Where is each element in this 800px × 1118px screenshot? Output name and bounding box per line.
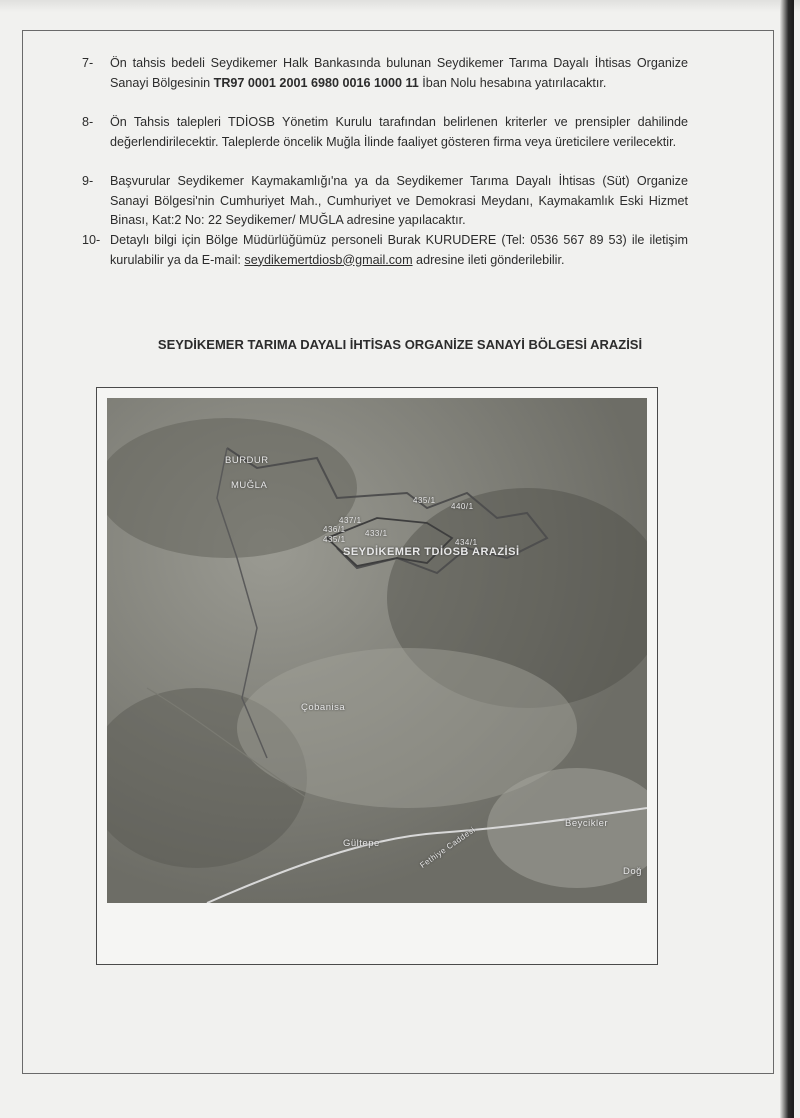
scan-top-edge [0,0,800,12]
item-text: Başvurular Seydikemer Kaymakamlığı'na ya da Seydikemer Tarıma Dayalı İhtisas (Süt) Organize Sanayi Bölgesi'nin Cumhuriyet Mah., Cumhuriyet ve Demokrasi Meydanı, Kaymakamlık Eski Hizmet Binası, Kat:2 No: 22 Seydikemer/ MUĞLA adresine yapılacaktır. [110,174,688,227]
list-item-7 [82,54,688,93]
map-frame [96,387,658,965]
item-text: Detaylı bilgi için Bölge Müdürlüğümüz personeli Burak KURUDERE (Tel: 0536 567 89 53) ile iletişim kurulabilir ya da E-mail: seydikemertdiosb@gmail.com adresine ileti gönderilebilir. [110,233,688,267]
item-text: Ön tahsis bedeli Seydikemer Halk Bankasında bulunan Seydikemer Tarıma Dayalı İhtisas Organize Sanayi Bölgesinin TR97 0001 2001 6980 0016 1000 11 İban Nolu hesabına yatırılacaktır. [110,56,688,90]
scan-right-edge [780,0,794,1118]
list-item-9 [82,172,688,231]
map-label-mugla: MUĞLA [231,480,268,491]
map-label-road: Fethiye Caddesi [418,825,477,870]
map-label-parcel: 436/1 [323,525,346,534]
list-item-10 [82,231,688,270]
map-label-parcel: 435/1 [323,535,346,544]
map-label-beycik: Beycikler [565,818,609,829]
item-number: 9- [82,174,94,188]
list-item-8 [82,113,688,152]
map-label-parcel: 434/1 [455,538,478,547]
map-label-burdur: BURDUR [225,455,269,466]
map-label-dog: Doğ [623,866,642,877]
map-label-gultepe: Gültepe [343,838,380,849]
map-label-cobanisa: Çobanisa [301,702,346,713]
map-label-parcel: 435/1 [413,496,436,505]
map-label-parcel: 433/1 [365,529,388,538]
item-text: Ön Tahsis talepleri TDİOSB Yönetim Kurulu tarafından belirlenen kriterler ve prensipler dahilinde değerlendirilecektir. Taleplerde öncelik Muğla İlinde faaliyet gösteren firma veya üreticilere verilecektir. [110,115,688,149]
map-label-tdiosb: SEYDİKEMER TDİOSB ARAZİSİ [343,546,520,558]
item-number: 8- [82,115,94,129]
map-label-parcel: 440/1 [451,502,474,511]
item-number: 7- [82,56,94,70]
map-label-parcel: 437/1 [339,516,362,525]
email-link[interactable]: seydikemertdiosb@gmail.com [244,252,413,267]
iban-number: TR97 0001 2001 6980 0016 1000 11 [213,75,419,90]
map-title: SEYDİKEMER TARIMA DAYALI İHTİSAS ORGANİZE SANAYİ BÖLGESİ ARAZİSİ [157,337,643,352]
item-number: 10- [82,233,101,247]
